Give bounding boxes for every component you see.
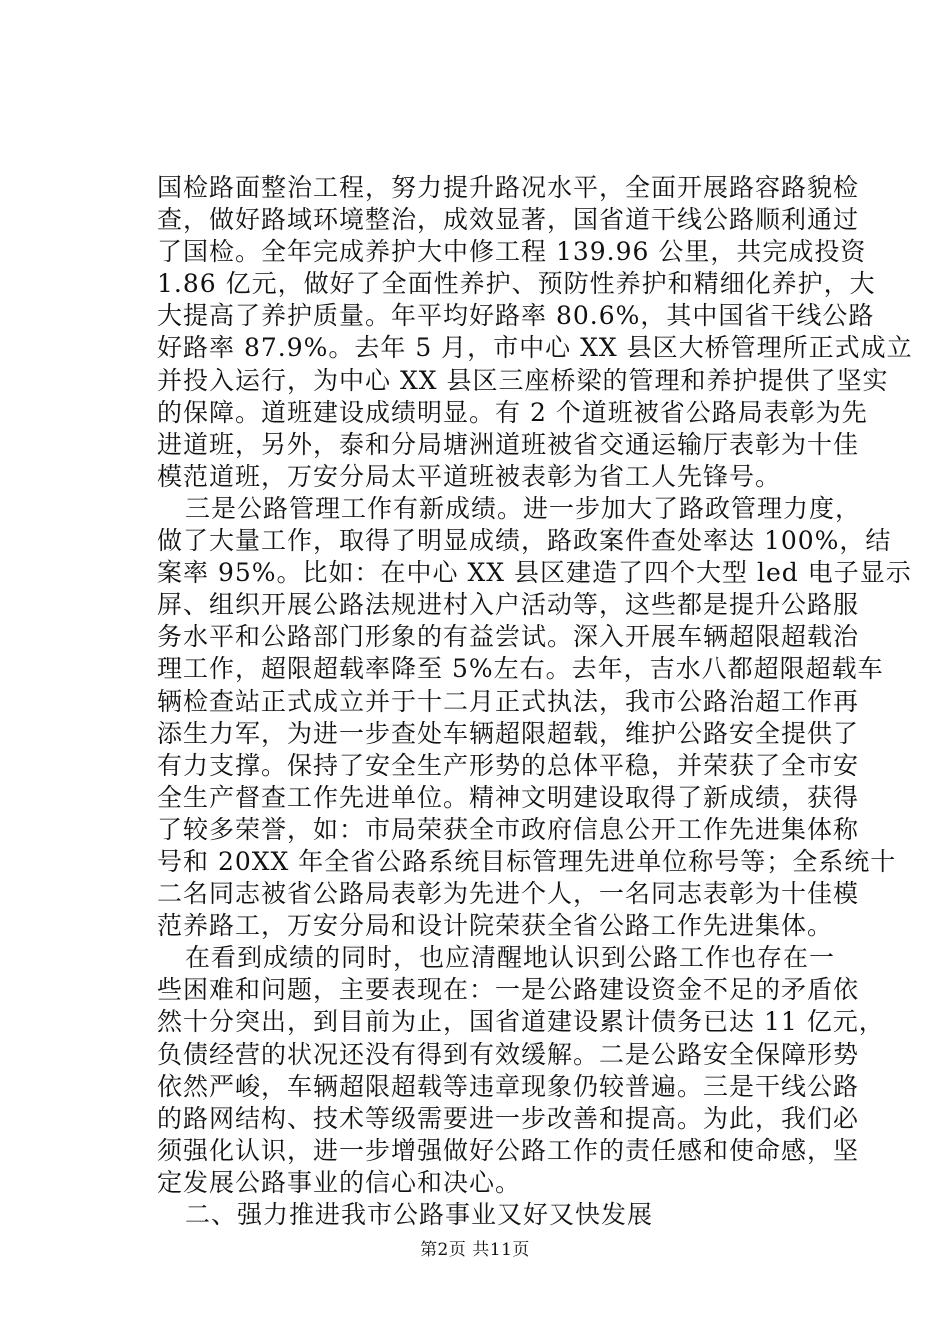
text-line: 然十分突出，到目前为止，国省道建设累计债务已达 11 亿元， (157, 1007, 885, 1037)
text-line: 定发展公路事业的信心和决心。 (157, 1167, 522, 1197)
text-line: 号和 20XX 年全省公路系统目标管理先进单位称号等；全系统十 (157, 846, 897, 876)
text-line: 些困难和问题，主要表现在：一是公路建设资金不足的矛盾依 (157, 975, 860, 1005)
text-line: 依然严峻，车辆超限超载等违章现象仍较普遍。三是干线公路 (157, 1071, 860, 1101)
section-heading: 二、强力推进我市公路事业又好又快发展 (185, 1200, 654, 1229)
text-line: 进道班，另外，泰和分局塘洲道班被省交通运输厅表彰为十佳 (157, 429, 860, 459)
text-line: 查，做好路域环境整治，成效显著，国省道干线公路顺利通过 (157, 205, 860, 235)
text-line: 务水平和公路部门形象的有益尝试。深入开展车辆超限超载治 (157, 622, 860, 652)
text-line: 好路率 87.9%。去年 5 月，市中心 XX 县区大桥管理所正式成立 (157, 333, 913, 363)
text-line: 理工作，超限超载率降至 5%左右。去年，吉水八都超限超载车 (157, 654, 884, 684)
text-line: 1.86 亿元，做好了全面性养护、预防性养护和精细化养护，大 (157, 269, 876, 299)
text-line: 模范道班，万安分局太平道班被表彰为省工人先锋号。 (157, 461, 782, 491)
page-number-footer: 第2页 共11页 (420, 1240, 530, 1260)
text-line: 二名同志被省公路局表彰为先进个人，一名同志表彰为十佳模 (157, 879, 860, 909)
text-line: 大提高了养护质量。年平均好路率 80.6%，其中国省干线公路 (157, 301, 875, 331)
text-line: 做了大量工作，取得了明显成绩，路政案件查处率达 100%，结 (157, 526, 892, 556)
text-line: 的路网结构、技术等级需要进一步改善和提高。为此，我们必 (157, 1103, 860, 1133)
text-line: 的保障。道班建设成绩明显。有 2 个道班被省公路局表彰为先 (157, 397, 868, 427)
text-line: 范养路工，万安分局和设计院荣获全省公路工作先进集体。 (157, 911, 834, 941)
text-line: 了国检。全年完成养护大中修工程 139.96 公里，共完成投资 (157, 237, 867, 267)
text-line: 案率 95%。比如：在中心 XX 县区建造了四个大型 led 电子显示 (157, 558, 912, 588)
text-line: 屏、组织开展公路法规进村入户活动等，这些都是提升公路服 (157, 590, 860, 620)
text-line: 添生力军，为进一步查处车辆超限超载，维护公路安全提供了 (157, 718, 860, 748)
paragraph-start-line: 三是公路管理工作有新成绩。进一步加大了路政管理力度， (185, 493, 862, 523)
document-body (157, 172, 913, 1231)
paragraph-start-line: 在看到成绩的同时，也应清醒地认识到公路工作也存在一 (185, 943, 836, 973)
text-line: 了较多荣誉，如：市局荣获全市政府信息公开工作先进集体称 (157, 814, 860, 844)
text-line: 须强化认识，进一步增强做好公路工作的责任感和使命感，坚 (157, 1135, 860, 1165)
text-line: 有力支撑。保持了安全生产形势的总体平稳，并荣获了全市安 (157, 750, 860, 780)
text-line: 负债经营的状况还没有得到有效缓解。二是公路安全保障形势 (157, 1039, 860, 1069)
text-line: 全生产督查工作先进单位。精神文明建设取得了新成绩，获得 (157, 782, 860, 812)
text-line: 辆检查站正式成立并于十二月正式执法，我市公路治超工作再 (157, 686, 860, 716)
text-line: 国检路面整治工程，努力提升路况水平，全面开展路容路貌检 (157, 173, 860, 202)
text-line: 并投入运行，为中心 XX 县区三座桥梁的管理和养护提供了坚实 (157, 365, 889, 395)
